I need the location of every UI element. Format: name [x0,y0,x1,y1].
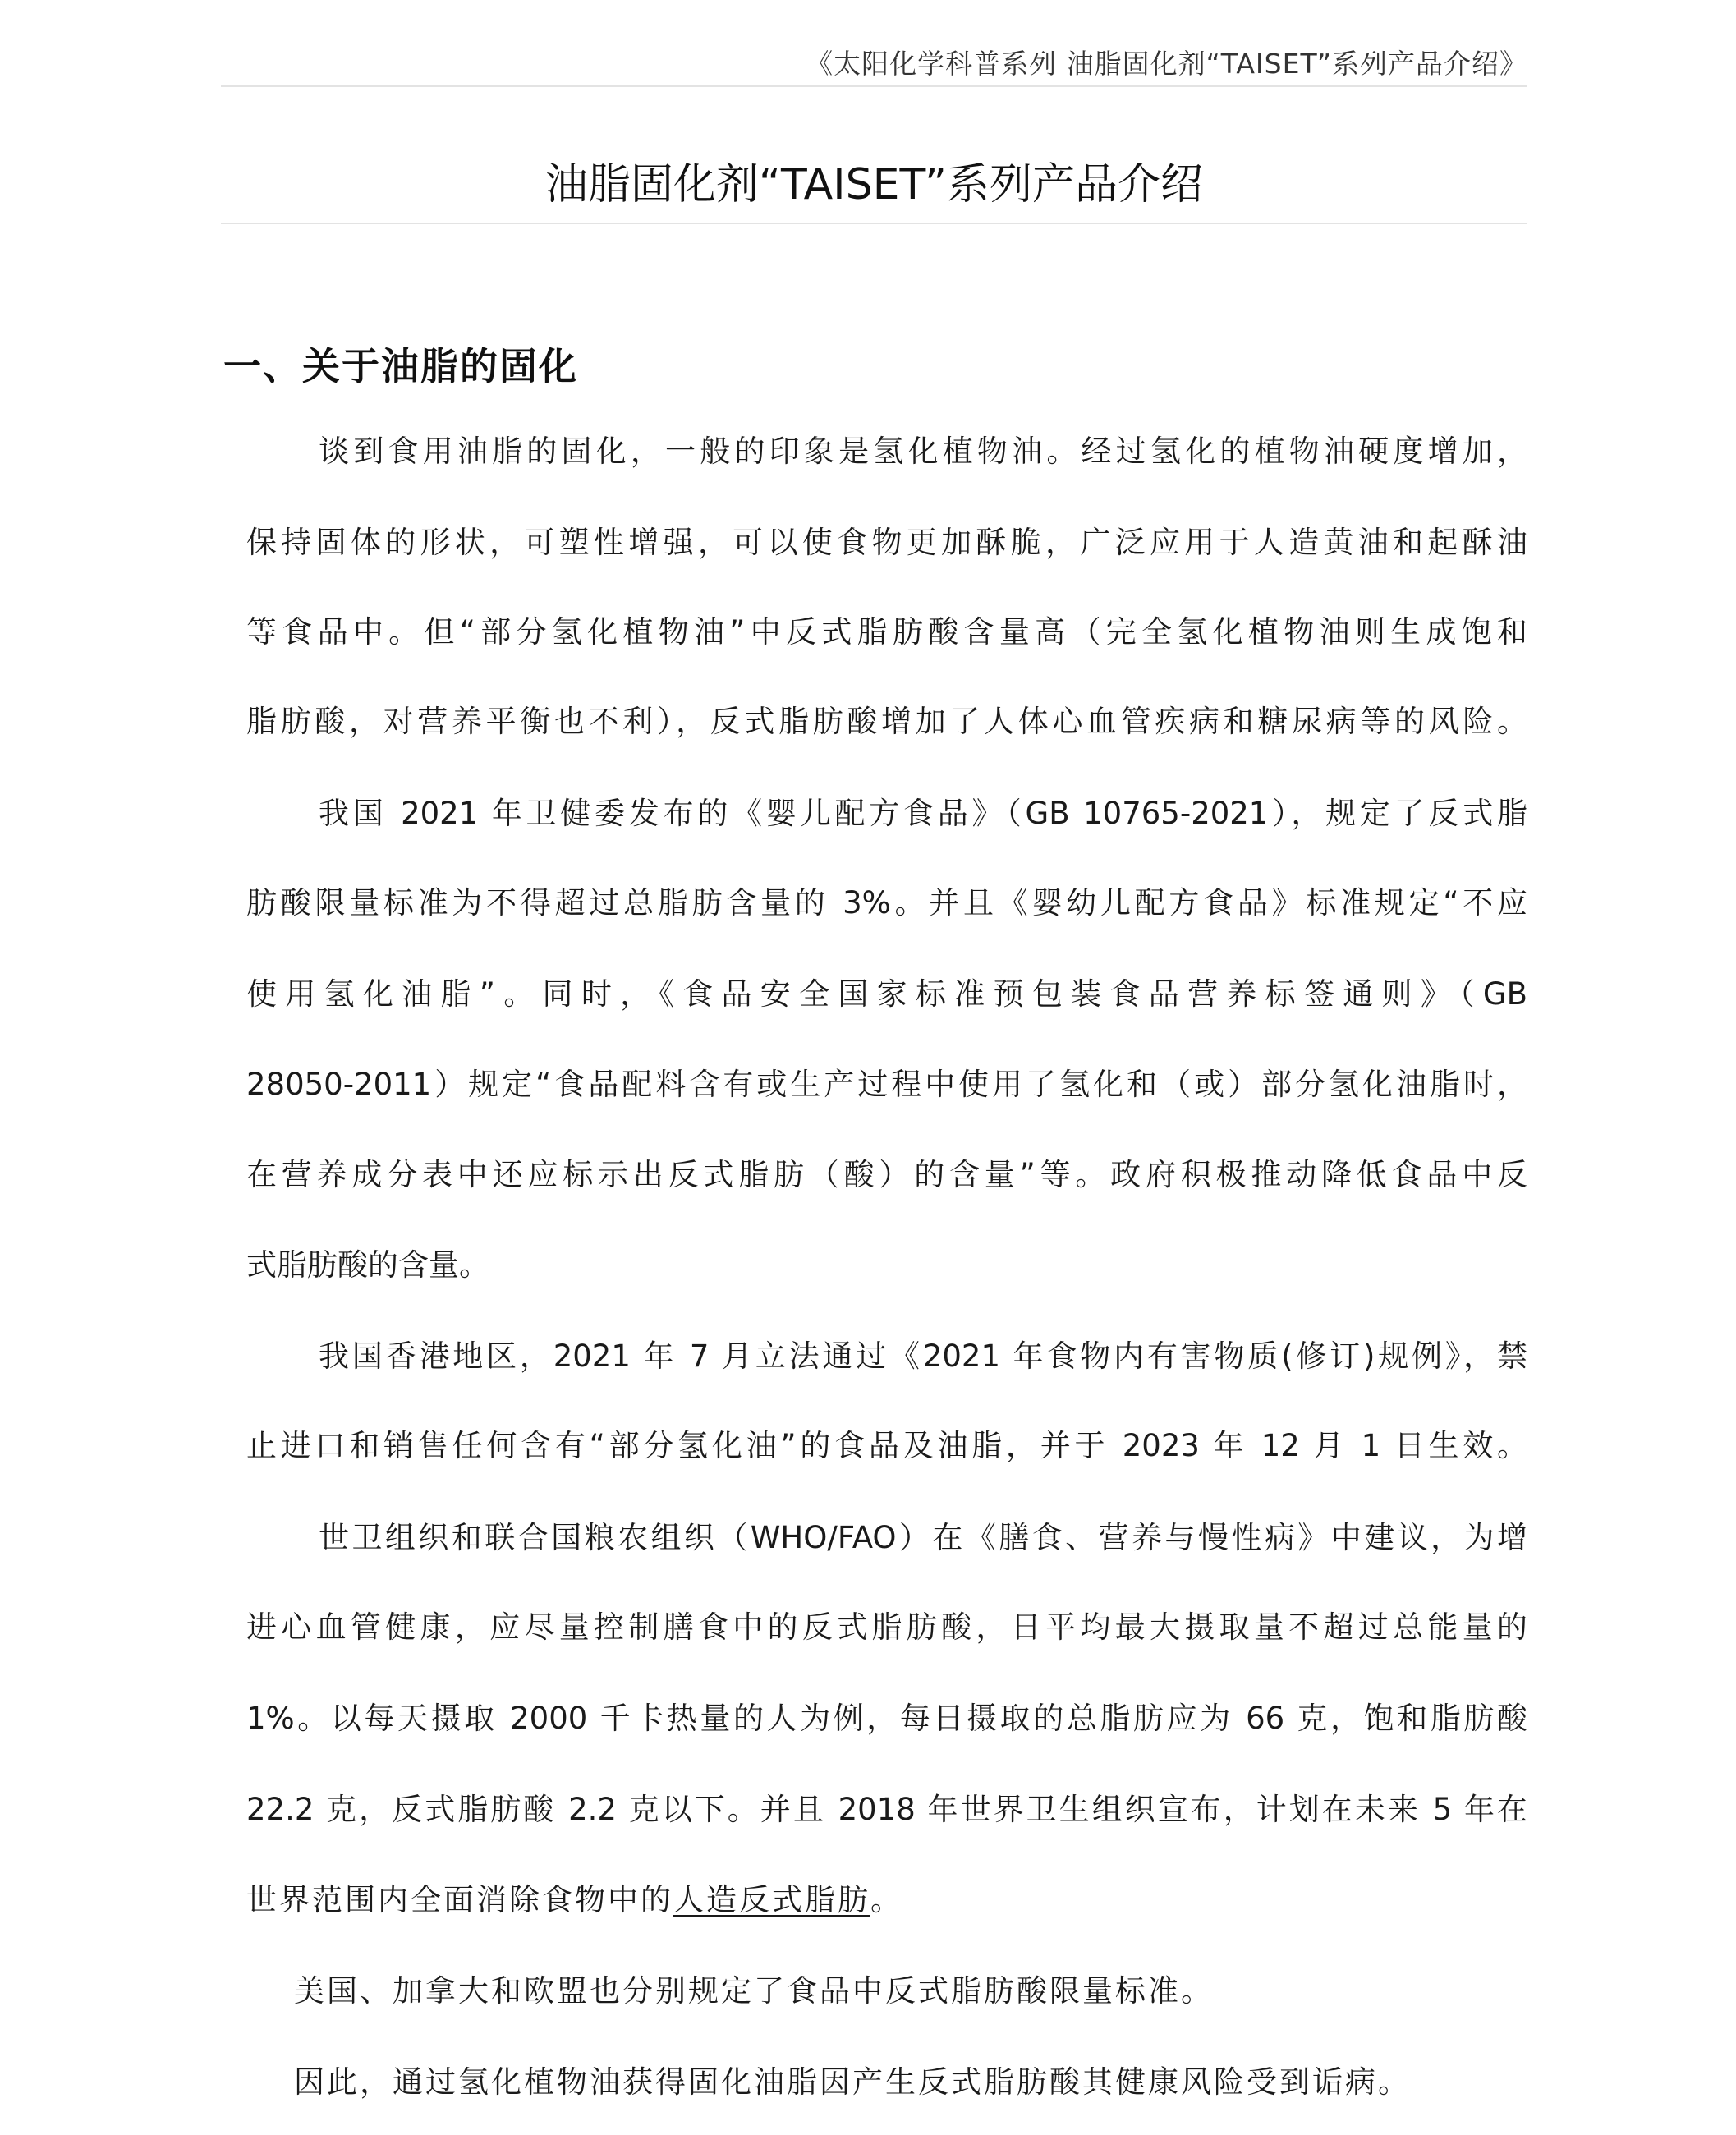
text-line: 28050-2011）规定“食品配料含有或生产过程中使用了氢化和（或）部分氢化油脂时， [246,1067,1527,1102]
text-line: 22.2 克，反式脂肪酸 2.2 克以下。并且 2018 年世界卫生组织宣布，计划在未来 5 年在 [246,1792,1527,1827]
text-line [246,1880,1527,1921]
text-line: 保持固体的形状，可塑性增强，可以使食物更加酥脆，广泛应用于人造黄油和起酥油 [246,525,1527,560]
artificial-trans-fat-link[interactable]: 人造反式脂肪 [673,1882,870,1917]
text-line: 因此，通过氢化植物油获得固化油脂因产生反式脂肪酸其健康风险受到诟病。 [294,2064,1411,2100]
text-span: 世界范围内全面消除食物中的 [246,1882,673,1917]
text-line: 1%。以每天摄取 2000 千卡热量的人为例，每日摄取的总脂肪应为 66 克，饱和脂肪酸 [246,1701,1527,1736]
text-line: 式脂肪酸的含量。 [246,1247,489,1283]
text-line: 使用氢化油脂”。同时，《食品安全国家标准预包装食品营养标签通则》（GB [246,976,1527,1012]
running-header: 《太阳化学科普系列 油脂固化剂“TAISET”系列产品介绍》 [806,48,1527,80]
text-span: 。 [870,1882,903,1917]
text-line: 在营养成分表中还应标示出反式脂肪（酸）的含量”等。政府积极推动降低食品中反 [246,1157,1527,1192]
text-line: 止进口和销售任何含有“部分氢化油”的食品及油脂，并于 2023 年 12 月 1 日生效。 [246,1428,1527,1463]
text-line: 等食品中。但“部分氢化植物油”中反式脂肪酸含量高（完全氢化植物油则生成饱和 [246,614,1527,650]
header-divider [221,85,1527,87]
text-line: 脂肪酸，对营养平衡也不利），反式脂肪酸增加了人体心血管疾病和糖尿病等的风险。 [246,704,1527,739]
text-line: 肪酸限量标准为不得超过总脂肪含量的 3%。并且《婴幼儿配方食品》标准规定“不应 [246,885,1527,921]
title-divider [221,223,1527,224]
text-line: 世卫组织和联合国粮农组织（WHO/FAO）在《膳食、营养与慢性病》中建议，为增 [319,1520,1527,1555]
document-title: 油脂固化剂“TAISET”系列产品介绍 [545,160,1203,209]
section-heading: 一、关于油脂的固化 [223,344,578,388]
text-line: 美国、加拿大和欧盟也分别规定了食品中反式脂肪酸限量标准。 [294,1973,1214,2009]
text-line: 进心血管健康，应尽量控制膳食中的反式脂肪酸，日平均最大摄取量不超过总能量的 [246,1609,1527,1645]
text-line: 谈到食用油脂的固化，一般的印象是氢化植物油。经过氢化的植物油硬度增加， [319,434,1527,469]
text-line: 我国香港地区，2021 年 7 月立法通过《2021 年食物内有害物质(修订)规例》，禁 [319,1338,1527,1374]
text-line: 我国 2021 年卫健委发布的《婴儿配方食品》（GB 10765-2021），规定了反式脂 [319,796,1527,831]
